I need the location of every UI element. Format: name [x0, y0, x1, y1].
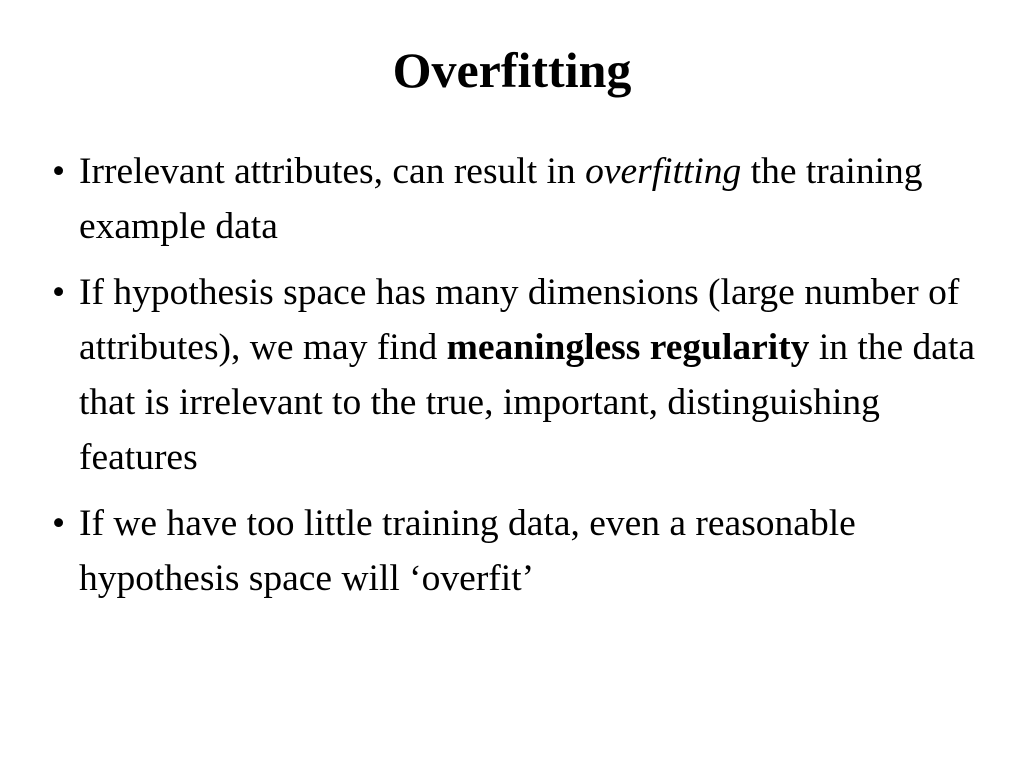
bullet-quoted: overfit	[421, 558, 522, 599]
bullet-icon: •	[52, 272, 66, 313]
bullet-text: If hypothesis space has many dimensions (large number of attributes), we may find	[79, 272, 960, 368]
slide-title: Overfitting	[392, 42, 632, 98]
bullet-item	[52, 265, 982, 485]
close-quote: ’	[521, 558, 535, 599]
bullet-emphasis: overfitting	[585, 151, 742, 192]
bullet-icon: •	[52, 503, 66, 544]
bullet-strong: meaningless regularity	[446, 327, 810, 368]
bullet-text: the training example data	[79, 151, 923, 247]
bullet-item	[52, 144, 982, 254]
bullet-item	[52, 496, 982, 606]
bullet-list	[52, 144, 982, 617]
bullet-icon: •	[52, 151, 66, 192]
bullet-text: Irrelevant attributes, can result in	[79, 151, 586, 192]
open-quote: ‘	[409, 558, 422, 599]
bullet-text: If we have too little training data, even a reasonable hypothesis space will	[79, 503, 856, 599]
bullet-text: in the data that is irrelevant to the true, important, distinguishing features	[79, 327, 976, 478]
